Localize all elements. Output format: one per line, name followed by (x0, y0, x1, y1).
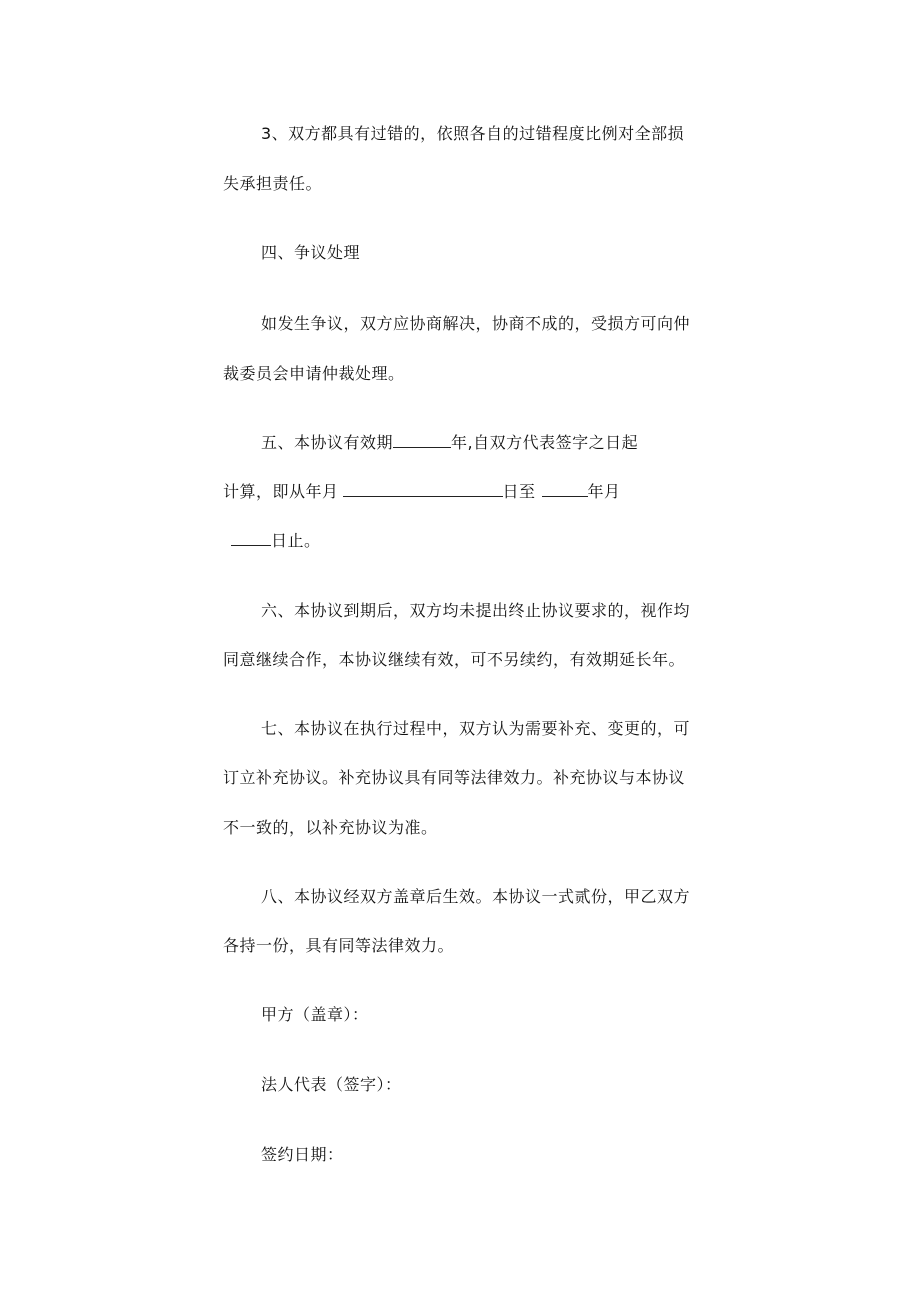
section-7-line-2: 订立补充协议。补充协议具有同等法律效力。补充协议与本协议 (223, 768, 686, 787)
section-5-line-1 (261, 433, 638, 453)
clause-3-line-2: 失承担责任。 (223, 174, 323, 193)
section-6-line-1: 六、本协议到期后，双方均未提出终止协议要求的，视作均 (261, 601, 691, 620)
section-5-line-2 (223, 482, 621, 502)
section-8-line-2: 各持一份，具有同等法律效力。 (223, 936, 455, 955)
section-4-line-1: 如发生争议，双方应协商解决，协商不成的，受损方可向仲 (261, 314, 691, 333)
section-5-line-1-text-a: 五、本协议有效期 (261, 433, 394, 452)
section-6-line-2: 同意继续合作，本协议继续有效，可不另续约，有效期延长年。 (223, 650, 686, 669)
signing-date-label: 签约日期： (261, 1145, 344, 1164)
section-5-line-1-text-b: 年,自双方代表签字之日起 (451, 433, 639, 452)
section-5-line-2-text-c: 年月 (587, 482, 621, 501)
legal-representative-label: 法人代表（签字）： (261, 1075, 402, 1094)
section-8-line-1: 八、本协议经双方盖章后生效。本协议一式贰份，甲乙双方 (261, 887, 691, 906)
section-4-line-2: 裁委员会申请仲裁处理。 (223, 364, 405, 383)
section-5-line-2-text-b: 日至 (502, 482, 536, 501)
section-4-heading: 四、争议处理 (261, 243, 361, 262)
section-5-line-2-text-a: 计算，即从年月 (223, 482, 339, 501)
section-5-line-3 (223, 531, 321, 551)
party-a-seal-label: 甲方（盖章）： (261, 1005, 369, 1024)
duration-blank (393, 433, 451, 448)
start-date-blank (343, 482, 503, 497)
section-7-line-1: 七、本协议在执行过程中，双方认为需要补充、变更的，可 (261, 719, 691, 738)
end-day-blank (231, 531, 271, 546)
section-5-line-3-text: 日止。 (271, 531, 321, 550)
clause-3-line-1: 3、双方都具有过错的，依照各自的过错程度比例对全部损 (261, 124, 685, 143)
section-7-line-3: 不一致的，以补充协议为准。 (223, 818, 438, 837)
end-year-blank (542, 482, 588, 497)
